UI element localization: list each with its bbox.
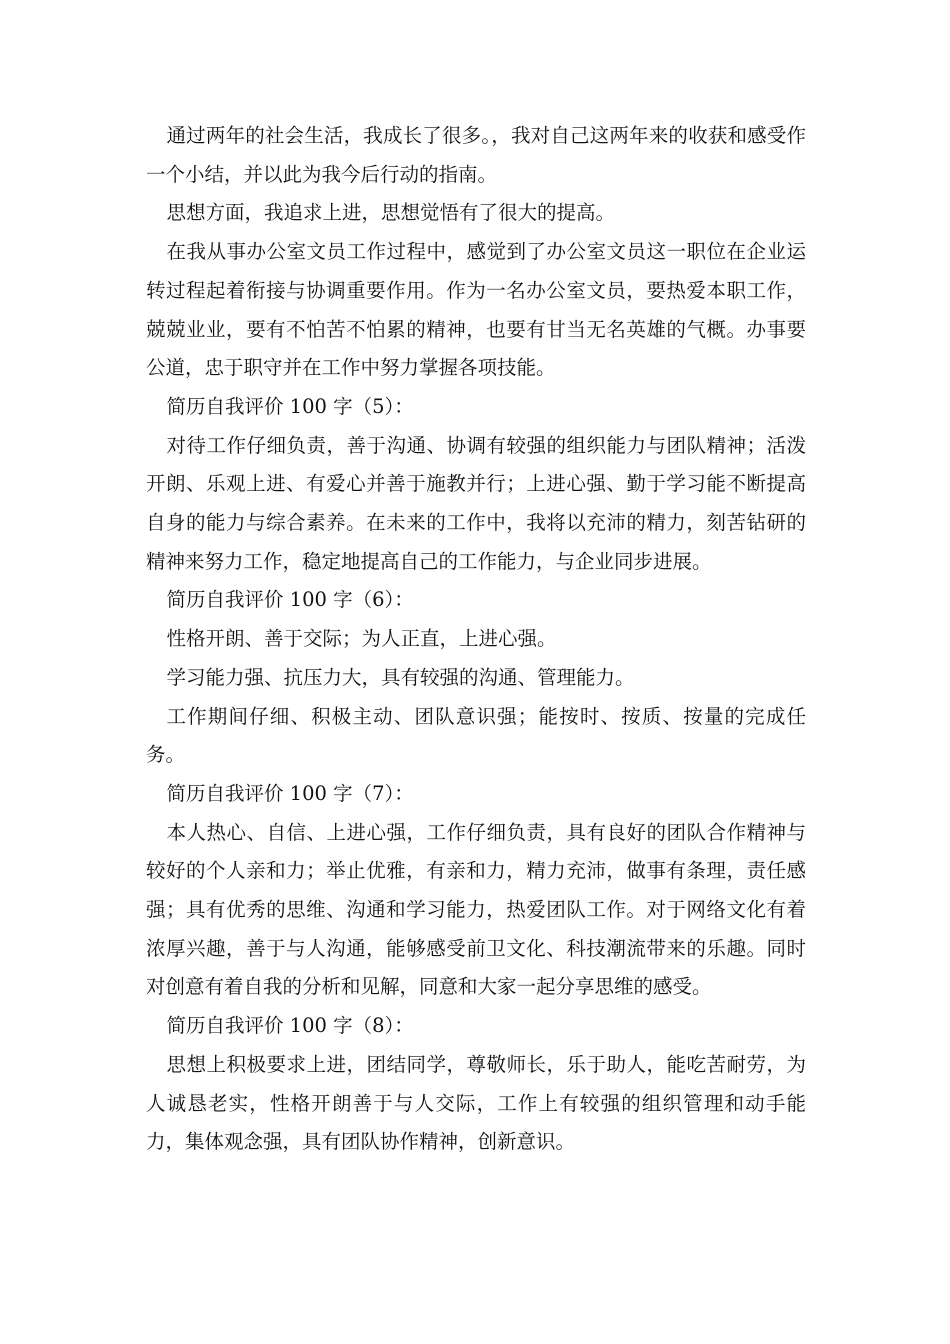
section-heading-8: 简历自我评价 100 字（8）： — [166, 1014, 414, 1038]
paragraph-office-clerk: 在我从事办公室文员工作过程中，感觉到了办公室文员这一职位在企业运转过程起着衔接与协调重要作用。作为一名办公室文员，要热爱本职工作，兢兢业业，要有不怕苦不怕累的精神，也要有甘当无名英雄的气概。办事要公道，忠于职守并在工作中努力掌握各项技能。 — [146, 240, 806, 380]
paragraph-evaluation-5: 对待工作仔细负责，善于沟通、协调有较强的组织能力与团队精神；活泼开朗、乐观上进、有爱心并善于施教并行；上进心强、勤于学习能不断提高自身的能力与综合素养。在未来的工作中，我将以充沛的精力，刻苦钻研的精神来努力工作，稳定地提高自己的工作能力，与企业同步进展。 — [146, 433, 806, 573]
paragraph-intro: 通过两年的社会生活，我成长了很多。，我对自己这两年来的收获和感受作一个小结，并以此为我今后行动的指南。 — [146, 124, 806, 186]
document-body — [146, 117, 806, 1162]
paragraph-evaluation-6-c: 工作期间仔细、积极主动、团队意识强；能按时、按质、按量的完成任务。 — [146, 704, 806, 767]
paragraph-evaluation-8: 思想上积极要求上进，团结同学，尊敬师长，乐于助人，能吃苦耐劳，为人诚恳老实，性格开朗善于与人交际，工作上有较强的组织管理和动手能力，集体观念强，具有团队协作精神，创新意识。 — [146, 1052, 806, 1154]
paragraph-evaluation-6-b: 学习能力强、抗压力大，具有较强的沟通、管理能力。 — [166, 665, 635, 689]
paragraph-thinking: 思想方面，我追求上进，思想觉悟有了很大的提高。 — [166, 201, 615, 225]
section-heading-6: 简历自我评价 100 字（6）： — [166, 588, 414, 612]
section-heading-5: 简历自我评价 100 字（5）： — [166, 394, 414, 418]
paragraph-evaluation-6-a: 性格开朗、善于交际；为人正直，上进心强。 — [166, 627, 557, 651]
paragraph-evaluation-7: 本人热心、自信、上进心强，工作仔细负责，具有良好的团队合作精神与较好的个人亲和力；举止优雅，有亲和力，精力充沛，做事有条理，责任感强；具有优秀的思维、沟通和学习能力，热爱团队工作。对于网络文化有着浓厚兴趣，善于与人沟通，能够感受前卫文化、科技潮流带来的乐趣。同时对创意有着自我的分析和见解，同意和大家一起分享思维的感受。 — [146, 820, 806, 999]
section-heading-7: 简历自我评价 100 字（7）： — [166, 781, 414, 805]
